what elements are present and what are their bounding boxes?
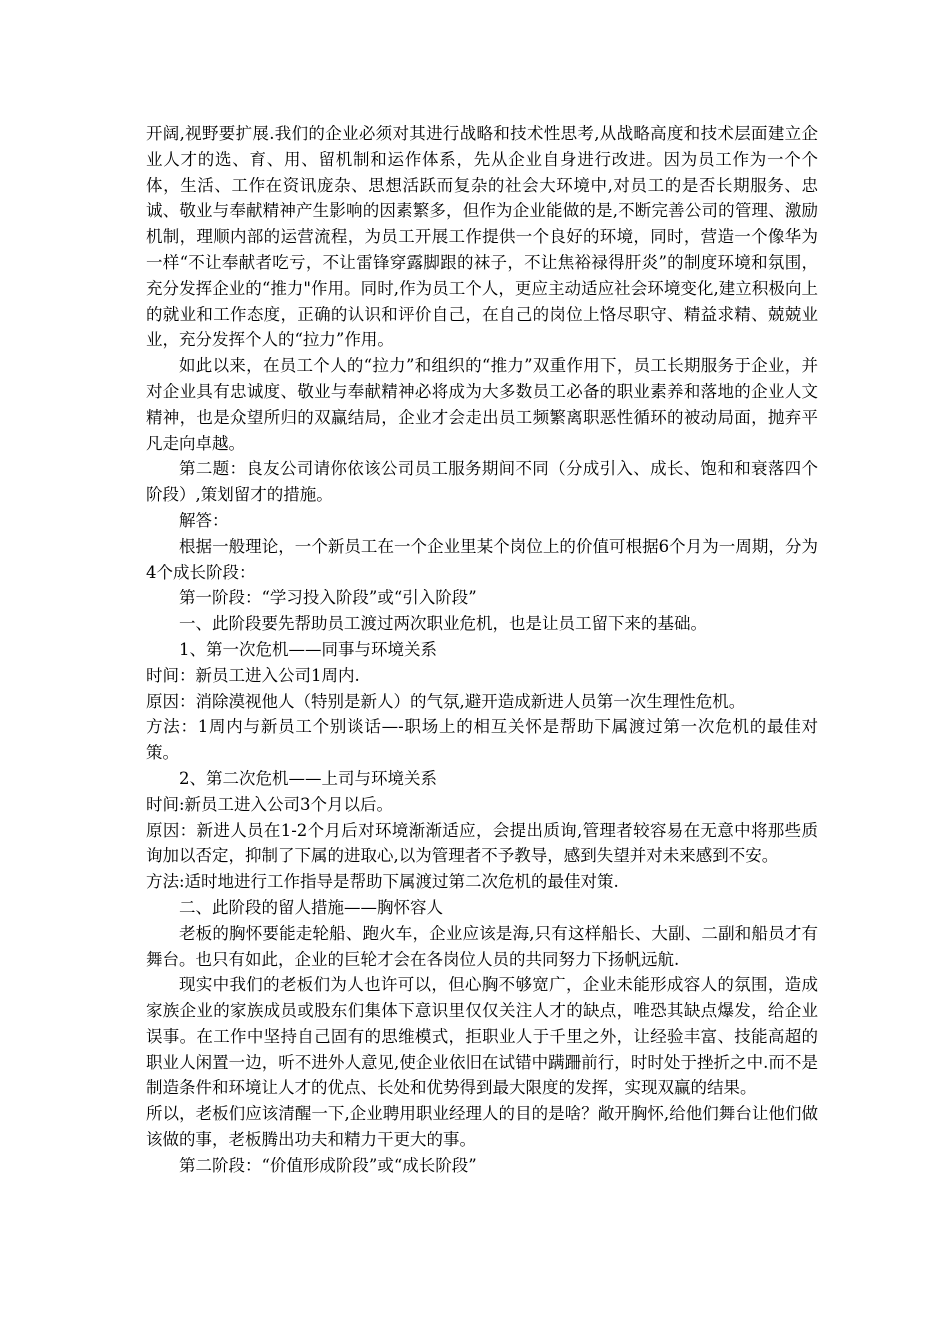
paragraph-question-2: 第二题：良友公司请你依该公司员工服务期间不同（分成引入、成长、饱和和衰落四个阶段）,策划留才的措施。 [146, 459, 818, 505]
heading-stage-2: 第二阶段：“价值形成阶段”或“成长阶段” [179, 1155, 477, 1175]
heading-stage-1: 第一阶段：“学习投入阶段”或“引入阶段” [179, 588, 477, 608]
paragraph-crisis-1-method: 方法：1周内与新员工个别谈话—-职场上的相互关怀是帮助下属渡过第一次危机的最佳对策。 [146, 717, 818, 763]
paragraph-crisis-1-time: 时间：新员工进入公司1周内. [146, 665, 360, 685]
paragraph-reality: 现实中我们的老板们为人也许可以，但心胸不够宽广，企业未能形成容人的氛围，造成家族企业的家族成员或股东们集体下意识里仅仅关注人才的缺点，唯恐其缺点爆发，给企业误事。在工作中坚持自己固有的思维模式，拒职业人于千里之外，让经验丰富、技能高超的职业人闲置一边，听不进外人意见,使企业依旧在试错中蹒跚前行，时时处于挫折之中.而不是制造条件和环境让人才的优点、长处和优势得到最大限度的发挥，实现双赢的结果。 [146, 975, 818, 1098]
paragraph-crisis-2-method: 方法:适时地进行工作指导是帮助下属渡过第二次危机的最佳对策. [146, 872, 619, 892]
paragraph-crisis-1-reason: 原因：消除漠视他人（特别是新人）的气氛,避开造成新进人员第一次生理性危机。 [146, 691, 746, 711]
paragraph-boss-mind: 老板的胸怀要能走轮船、跑火车，企业应该是海,只有这样船长、大副、二副和船员才有舞台。也只有如此，企业的巨轮才会在各岗位人员的共同努力下扬帆远航. [146, 923, 818, 969]
document-body [146, 121, 818, 1179]
paragraph-theory: 根据一般理论，一个新员工在一个企业里某个岗位上的价值可根据6个月为一周期，分为4个成长阶段： [146, 536, 818, 582]
paragraph-push-pull: 如此以来，在员工个人的“拉力”和组织的“推力”双重作用下，员工长期服务于企业，并对企业具有忠诚度、敬业与奉献精神必将成为大多数员工必备的职业素养和落地的企业人文精神，也是众望所归的双赢结局，企业才会走出员工频繁离职恶性循环的被动局面，抛弃平凡走向卓越。 [146, 356, 818, 453]
paragraph-section-1: 一、此阶段要先帮助员工渡过两次职业危机，也是让员工留下来的基础。 [179, 614, 707, 634]
heading-crisis-1: 1、第一次危机——同事与环境关系 [179, 639, 437, 659]
paragraph-crisis-2-time: 时间:新员工进入公司3个月以后。 [146, 794, 394, 814]
heading-crisis-2: 2、第二次危机——上司与环境关系 [179, 768, 437, 788]
heading-section-2: 二、此阶段的留人措施——胸怀容人 [179, 897, 443, 917]
paragraph-conclusion: 所以，老板们应该清醒一下,企业聘用职业经理人的目的是啥？敞开胸怀,给他们舞台让他们做该做的事，老板腾出功夫和精力干更大的事。 [146, 1104, 818, 1150]
paragraph-answer-label: 解答： [179, 510, 229, 530]
paragraph-crisis-2-reason: 原因：新进人员在1-2个月后对环境渐渐适应，会提出质询,管理者较容易在无意中将那些质询加以否定，抑制了下属的进取心,以为管理者不予教导，感到失望并对未来感到不安。 [146, 820, 818, 866]
paragraph-intro: 开阔,视野要扩展.我们的企业必须对其进行战略和技术性思考,从战略高度和技术层面建立企业人才的选、育、用、留机制和运作体系，先从企业自身进行改进。因为员工作为一个个体，生活、工作在资讯庞杂、思想活跃而复杂的社会大环境中,对员工的是否长期服务、忠诚、敬业与奉献精神产生影响的因素繁多，但作为企业能做的是,不断完善公司的管理、激励机制，理顺内部的运营流程，为员工开展工作提供一个良好的环境，同时，营造一个像华为一样“不让奉献者吃亏，不让雷锋穿露脚跟的袜子，不让焦裕禄得肝炎”的制度环境和氛围，充分发挥企业的“推力"作用。同时,作为员工个人，更应主动适应社会环境变化,建立积极向上的就业和工作态度，正确的认识和评价自己，在自己的岗位上恪尽职守、精益求精、兢兢业业，充分发挥个人的“拉力”作用。 [146, 124, 818, 350]
